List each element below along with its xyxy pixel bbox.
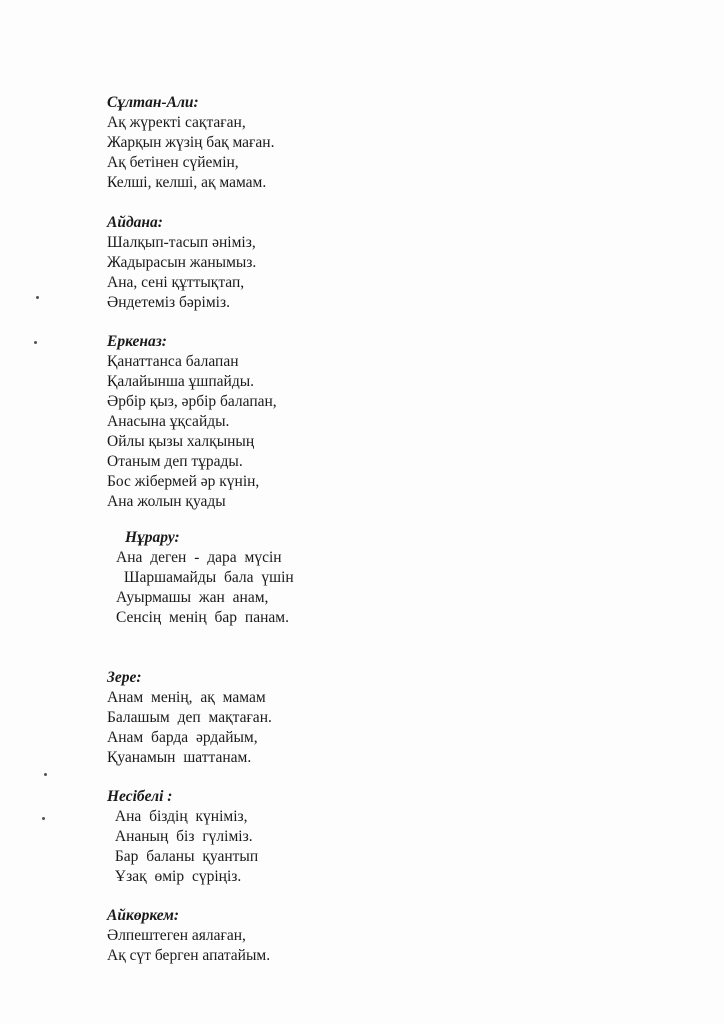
stanza-aidana (107, 213, 256, 313)
verse-line: Әрбір қыз, әрбір балапан, (107, 393, 277, 410)
verse-line: Ана жолын қуады (107, 493, 226, 510)
speaker-name: Айкөркем: (107, 907, 179, 924)
verse-line: Анам барда әрдайым, (107, 729, 258, 746)
verse-line: Анам менің, ақ мамам (107, 689, 266, 706)
speaker-name: Зере: (107, 669, 142, 686)
verse-line: Ұзақ өмір сүріңіз. (107, 868, 242, 885)
verse-line: Бос жібермей әр күнін, (107, 473, 260, 490)
stanza-erkenaz (107, 332, 277, 512)
speaker-name: Айдана: (107, 214, 163, 231)
verse-line: Ана деген - дара мүсін (116, 549, 282, 566)
scan-speck (44, 773, 47, 776)
verse-line: Келші, келші, ақ мамам. (107, 174, 267, 191)
scan-speck (36, 296, 39, 299)
speaker-name: Нұрару: (125, 529, 180, 546)
verse-line: Ойлы қызы халқының (107, 433, 255, 450)
verse-line: Қалайынша ұшпайды. (107, 373, 254, 390)
verse-line: Ауырмашы жан анам, (116, 589, 269, 606)
verse-line: Сенсің менің бар панам. (116, 609, 289, 626)
verse-line: Ақ сүт берген апатайым. (107, 947, 271, 964)
verse-line: Ананың біз гүліміз. (107, 828, 253, 845)
verse-line: Отаным деп тұрады. (107, 453, 243, 470)
verse-line: Әлпештеген аялаған, (107, 927, 246, 944)
verse-line: Ақ бетінен сүйемін, (107, 154, 239, 171)
verse-line: Ана біздің күніміз, (107, 808, 248, 825)
speaker-name: Еркеназ: (107, 333, 167, 350)
verse-line: Қуанамын шаттанам. (107, 749, 252, 766)
stanza-nurary (116, 528, 294, 628)
stanza-zere (107, 668, 272, 768)
verse-line: Ақ жүректі сақтаған, (107, 114, 246, 131)
verse-line: Жадырасын жанымыз. (107, 254, 257, 271)
stanza-aikorkem (107, 906, 270, 966)
stanza-sultan-ali (107, 93, 274, 193)
verse-line: Жарқын жүзің бақ маған. (107, 134, 275, 151)
verse-line: Ана, сені құттықтап, (107, 274, 245, 291)
speaker-name: Несібелі : (107, 788, 173, 805)
speaker-name: Сұлтан-Али: (107, 94, 199, 111)
verse-line: Балашым деп мақтаған. (107, 709, 272, 726)
verse-line: Әндетеміз бәріміз. (107, 294, 230, 311)
verse-line: Шалқып-тасып әніміз, (107, 234, 256, 251)
verse-line: Бар баланы қуантып (107, 848, 259, 865)
verse-line: Қанаттанса балапан (107, 353, 239, 370)
stanza-nesibeli (107, 787, 258, 887)
verse-line: Шаршамайды бала үшін (116, 569, 294, 586)
verse-line: Анасына ұқсайды. (107, 413, 230, 430)
scan-speck (42, 817, 45, 820)
scan-speck (34, 341, 37, 344)
